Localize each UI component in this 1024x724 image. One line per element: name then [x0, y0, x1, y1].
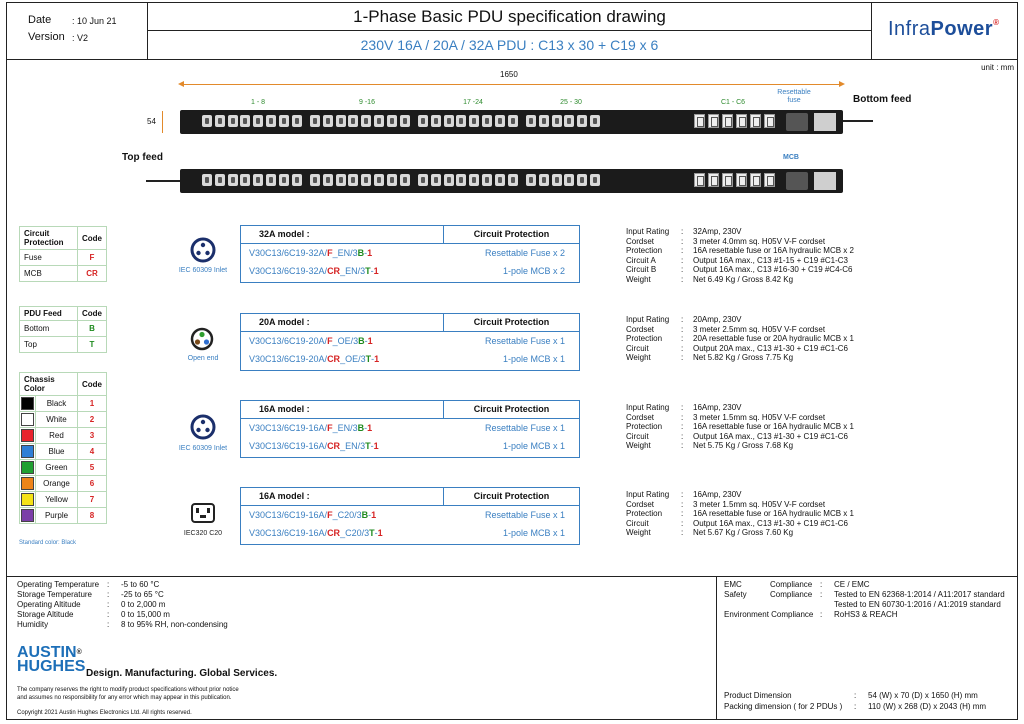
model-spec: Input Rating : 20Amp, 230V Cordset : 3 meter 2.5mm sq. H05V V-F cordset Protection : 20A resettable fuse or 20A hydraulic MCB x 1 Circuit : Output 20A max., C13 #1-30 + C19 #C1-C6 Weight : Net 5.82 Kg / Gross 7.75 Kg — [626, 315, 854, 362]
model-row — [241, 262, 579, 280]
model-header: 16A model : — [241, 488, 444, 505]
pdu-top-feed-view — [180, 169, 843, 193]
protection-header: Circuit Protection — [473, 404, 550, 414]
comp-key2: Compliance — [770, 590, 813, 599]
spec-value: 3 meter 2.5mm sq. H05V V-F cordset — [693, 324, 826, 334]
model-row — [241, 350, 579, 368]
color-swatch-cell — [20, 476, 36, 492]
cp-row-label: MCB — [20, 266, 78, 282]
color-row-label: Orange — [36, 476, 78, 492]
dimensions: Product Dimension : 54 (W) x 70 (D) x 1650 (H) mm Packing dimension ( for 2 PDUs ) : 110 (W) x 268 (D) x 2043 (H) mm — [724, 691, 987, 711]
c13-outlet — [310, 174, 320, 186]
spec-key: Cordset — [626, 236, 655, 246]
spec-value: 16Amp, 230V — [693, 490, 742, 499]
c13-outlet — [336, 115, 346, 127]
spec-value: Net 5.82 Kg / Gross 7.75 Kg — [693, 353, 794, 362]
brand-a: Infra — [888, 18, 931, 40]
resettable-fuse-label: Resettable fuse — [777, 89, 811, 104]
c13-outlet — [374, 174, 384, 186]
c13-outlet — [508, 174, 518, 186]
model-header: 20A model : — [241, 314, 444, 331]
c13-outlet — [431, 115, 441, 127]
color-swatch-cell — [20, 412, 36, 428]
c19-outlet — [708, 173, 719, 187]
disclaimer-line: The company reserves the right to modify product specifications without prior notice — [17, 687, 239, 693]
color-row-label: Red — [36, 428, 78, 444]
protection-value: 1-pole MCB x 1 — [502, 354, 565, 364]
c13-outlet — [202, 115, 212, 127]
group-label-3: 17 -24 — [463, 99, 483, 106]
c13-outlet — [552, 115, 562, 127]
color-swatch-cell — [20, 492, 36, 508]
model-spec: Input Rating : 32Amp, 230V Cordset : 3 meter 4.0mm sq. H05V V-F cordset Protection : 16A resettable fuse or 16A hydraulic MCB x 2 Circuit A : Output 16A max., C13 #1-15 + C19 #C1-C3 Circuit B : Output 16A max., C13 #16-30 + C19 #C4-C6 Weight : Net 6.49 Kg / Gross 8.42 Kg — [626, 227, 854, 284]
model-row — [241, 506, 579, 524]
comp-value: Tested to EN 60730-1:2016 / A1:2019 standard — [834, 600, 1001, 609]
color-row-code: 3 — [78, 428, 107, 444]
c13-outlet — [292, 115, 302, 127]
group-label-4: 25 - 30 — [560, 99, 582, 106]
color-swatch — [21, 429, 34, 442]
c13-outlet — [400, 174, 410, 186]
comp-key: Environment Compliance — [724, 610, 814, 619]
c19-outlet — [708, 114, 719, 128]
standard-color-note: Standard color: Black — [19, 540, 77, 546]
c13-outlet — [495, 174, 505, 186]
brand-reg: ® — [993, 18, 1000, 27]
spec-key: Weight — [626, 441, 651, 450]
c13-outlet — [495, 115, 505, 127]
color-swatch — [21, 445, 34, 458]
c13-outlet — [418, 115, 428, 127]
color-swatch — [21, 477, 34, 490]
c13-outlet — [590, 115, 600, 127]
packing-dim-label: Packing dimension ( for 2 PDUs ) — [724, 702, 843, 711]
part-number: V30C13/6C19-16A/CR_EN/3T-1 — [249, 441, 379, 451]
color-swatch — [21, 493, 34, 506]
c13-outlet — [292, 174, 302, 186]
color-row-label: Blue — [36, 444, 78, 460]
model-spec: Input Rating : 16Amp, 230V Cordset : 3 meter 1.5mm sq. H05V V-F cordset Protection : 16A resettable fuse or 16A hydraulic MCB x 1 Circuit : Output 16A max., C13 #1-30 + C19 #C1-C6 Weight : Net 5.75 Kg / Gross 7.68 Kg — [626, 403, 854, 450]
cp-row-code: CR — [78, 266, 107, 282]
protection-value: Resettable Fuse x 1 — [484, 336, 565, 346]
feed-header: PDU Feed — [20, 307, 78, 321]
color-row-code: 1 — [78, 396, 107, 412]
protection-value: Resettable Fuse x 1 — [484, 423, 565, 433]
part-number: V30C13/6C19-32A/CR_EN/3T-1 — [249, 266, 379, 276]
c13-outlet — [469, 115, 479, 127]
protection-header: Circuit Protection — [473, 317, 550, 327]
comp-value: RoHS3 & REACH — [834, 610, 898, 619]
rating-label — [814, 172, 836, 190]
model-row — [241, 419, 579, 437]
c13-outlet — [323, 115, 333, 127]
inlet-label: IEC320 C20 — [183, 530, 223, 537]
page-subtitle: 230V 16A / 20A / 32A PDU : C13 x 30 + C19 x 6 — [360, 37, 659, 53]
c13-outlet — [456, 174, 466, 186]
model-box — [240, 225, 580, 283]
model-box — [240, 487, 580, 545]
feed-row-code: B — [78, 321, 107, 337]
footer-vertical-divider — [716, 576, 717, 720]
feed-row-code: T — [78, 337, 107, 353]
inlet-label: IEC 60309 Inlet — [178, 445, 228, 452]
c13-outlet — [361, 115, 371, 127]
color-row-label: White — [36, 412, 78, 428]
cp-code-header: Code — [78, 227, 107, 250]
spec-value: 32Amp, 230V — [693, 227, 742, 236]
packing-dim-value: 110 (W) x 268 (D) x 2043 (H) mm — [868, 702, 987, 711]
spec-key: Weight — [626, 353, 651, 362]
version-value: : V2 — [72, 33, 89, 43]
c13-outlet — [253, 115, 263, 127]
spec-value: 16Amp, 230V — [693, 403, 742, 412]
c13-outlet — [374, 115, 384, 127]
inlet-label: Open end — [187, 355, 219, 362]
bottom-feed-label: Bottom feed — [853, 94, 912, 105]
height-label: 54 — [147, 117, 156, 126]
c13-outlet — [266, 115, 276, 127]
env-value: 0 to 15,000 m — [121, 610, 170, 619]
color-row-code: 6 — [78, 476, 107, 492]
c13-outlet — [266, 174, 276, 186]
header-divider — [6, 59, 1018, 60]
spec-key: Cordset — [626, 499, 655, 509]
group-label-1: 1 - 8 — [250, 99, 265, 106]
spec-key: Cordset — [626, 412, 655, 422]
comp-key: Safety — [724, 590, 747, 599]
spec-key: Circuit — [626, 343, 649, 353]
c13-outlet — [323, 174, 333, 186]
model-box — [240, 313, 580, 371]
color-row-code: 8 — [78, 508, 107, 524]
c13-outlet — [310, 115, 320, 127]
c19-outlet — [694, 114, 705, 128]
comp-key2 — [770, 600, 820, 610]
env-value: -5 to 60 °C — [121, 580, 160, 589]
c19-outlet — [764, 173, 775, 187]
protection-header: Circuit Protection — [473, 229, 550, 239]
spec-key: Input Rating — [626, 227, 670, 236]
c13-outlet — [215, 115, 225, 127]
comp-key — [724, 600, 770, 610]
c13-outlet — [564, 115, 574, 127]
color-row-code: 4 — [78, 444, 107, 460]
model-header: 16A model : — [241, 401, 444, 418]
cp-header: Circuit Protection — [20, 227, 78, 250]
part-number: V30C13/6C19-16A/F_EN/3B-1 — [249, 423, 373, 433]
c13-outlet — [577, 115, 587, 127]
protection-value: 1-pole MCB x 1 — [502, 441, 565, 451]
spec-key: Circuit B — [626, 265, 657, 274]
c13-outlet — [552, 174, 562, 186]
c13-outlet — [482, 174, 492, 186]
spec-value: Output 20A max., C13 #1-30 + C19 #C1-C6 — [693, 343, 848, 353]
color-swatch-cell — [20, 396, 36, 412]
spec-value: 16A resettable fuse or 16A hydraulic MCB x 1 — [693, 422, 854, 431]
c13-outlet — [240, 115, 250, 127]
spec-value: 3 meter 1.5mm sq. H05V V-F cordset — [693, 499, 826, 509]
version-label: Version — [28, 31, 65, 43]
protection-value: 1-pole MCB x 2 — [502, 266, 565, 276]
color-swatch — [21, 509, 34, 522]
product-dim-label: Product Dimension — [724, 691, 792, 700]
spec-value: 3 meter 1.5mm sq. H05V V-F cordset — [693, 412, 826, 422]
length-label: 1650 — [500, 70, 518, 79]
group-label-2: 9 -16 — [359, 99, 375, 106]
c13-outlet — [348, 174, 358, 186]
model-spec: Input Rating : 16Amp, 230V Cordset : 3 meter 1.5mm sq. H05V V-F cordset Protection : 16A resettable fuse or 16A hydraulic MCB x 1 Circuit : Output 16A max., C13 #1-30 + C19 #C1-C6 Weight : Net 5.67 Kg / Gross 7.60 Kg — [626, 490, 854, 537]
part-number: V30C13/6C19-20A/CR_OE/3T-1 — [249, 354, 380, 364]
iec60309-inlet-icon — [190, 237, 216, 263]
comp-key2: Compliance — [770, 580, 813, 589]
iec60309-inlet-icon — [190, 414, 216, 440]
c13-outlet — [456, 115, 466, 127]
iec320-c20-icon — [191, 503, 215, 523]
footer-divider — [6, 576, 1018, 577]
spec-key: Circuit — [626, 431, 649, 441]
unit-label: unit : mm — [981, 63, 1014, 72]
spec-value: 16A resettable fuse or 16A hydraulic MCB x 1 — [693, 509, 854, 518]
c19-outlet — [722, 114, 733, 128]
c13-outlet — [279, 174, 289, 186]
c13-outlet — [215, 174, 225, 186]
env-key: Operating Altitude — [17, 600, 81, 609]
color-row-code: 2 — [78, 412, 107, 428]
spec-value: 20Amp, 230V — [693, 315, 742, 324]
page-title: 1-Phase Basic PDU specification drawing — [148, 2, 871, 31]
env-value: -25 to 65 °C — [121, 590, 164, 599]
comp-value: Tested to EN 62368-1:2014 / A11:2017 standard — [834, 590, 1005, 599]
logo-austin: AUSTIN — [17, 644, 77, 661]
c13-outlet — [444, 115, 454, 127]
color-swatch-cell — [20, 508, 36, 524]
c13-outlet — [526, 115, 536, 127]
color-swatch — [21, 413, 34, 426]
color-code-header: Code — [78, 373, 107, 396]
model-row — [241, 244, 579, 262]
spec-value: Net 6.49 Kg / Gross 8.42 Kg — [693, 274, 794, 284]
color-row-label: Black — [36, 396, 78, 412]
spec-key: Input Rating — [626, 490, 670, 499]
model-row — [241, 332, 579, 350]
mcb-panel — [786, 172, 808, 190]
c13-outlet — [508, 115, 518, 127]
feed-row-label: Bottom — [20, 321, 78, 337]
spec-value: Net 5.75 Kg / Gross 7.68 Kg — [693, 441, 794, 450]
env-key: Operating Temperature — [17, 580, 100, 589]
env-value: 0 to 2,000 m — [121, 600, 166, 609]
part-number: V30C13/6C19-20A/F_OE/3B-1 — [249, 336, 373, 346]
c19-outlet — [736, 114, 747, 128]
header-meta — [6, 2, 148, 59]
color-row-code: 7 — [78, 492, 107, 508]
spec-key: Circuit A — [626, 255, 656, 265]
spec-value: Output 16A max., C13 #16-30 + C19 #C4-C6 — [693, 265, 853, 274]
color-swatch — [21, 461, 34, 474]
color-swatch — [21, 397, 34, 410]
c13-outlet — [444, 174, 454, 186]
c13-outlet — [253, 174, 263, 186]
product-dim-value: 54 (W) x 70 (D) x 1650 (H) mm — [868, 691, 978, 700]
spec-value: 3 meter 4.0mm sq. H05V V-F cordset — [693, 236, 826, 246]
c13-outlet — [361, 174, 371, 186]
chassis-color-table — [19, 372, 107, 524]
c13-outlet — [577, 174, 587, 186]
color-header: Chassis Color — [20, 373, 78, 396]
env-key: Storage Altitude — [17, 610, 74, 619]
model-row — [241, 437, 579, 455]
header-title-block — [148, 2, 872, 59]
spec-value: Output 16A max., C13 #1-30 + C19 #C1-C6 — [693, 518, 848, 528]
spec-key: Protection — [626, 334, 663, 343]
color-swatch-cell — [20, 460, 36, 476]
spec-value: 16A resettable fuse or 16A hydraulic MCB x 2 — [693, 246, 854, 255]
tagline: Design. Manufacturing. Global Services. — [86, 668, 278, 679]
c13-outlet — [240, 174, 250, 186]
cp-row-label: Fuse — [20, 250, 78, 266]
env-key: Humidity — [17, 620, 49, 629]
c13-outlet — [387, 174, 397, 186]
top-feed-label: Top feed — [122, 152, 163, 163]
c13-outlet — [539, 174, 549, 186]
c13-outlet — [590, 174, 600, 186]
spec-value: Output 16A max., C13 #1-30 + C19 #C1-C6 — [693, 431, 848, 441]
protection-header: Circuit Protection — [473, 491, 550, 501]
part-number: V30C13/6C19-16A/CR_C20/3T-1 — [249, 528, 383, 538]
env-key: Storage Temperature — [17, 590, 93, 599]
spec-key: Weight — [626, 274, 651, 284]
c13-outlet — [228, 174, 238, 186]
color-row-label: Yellow — [36, 492, 78, 508]
logo-hughes: HUGHES — [17, 658, 86, 675]
spec-key: Input Rating — [626, 403, 670, 412]
c13-outlet — [539, 115, 549, 127]
color-swatch-cell — [20, 428, 36, 444]
length-dimension-arrow — [180, 84, 843, 85]
spec-value: Net 5.67 Kg / Gross 7.60 Kg — [693, 528, 794, 537]
pdu-bottom-feed-view — [180, 110, 843, 134]
comp-value: CE / EMC — [834, 580, 870, 589]
austin-hughes-logo — [17, 646, 85, 674]
c13-outlet — [387, 115, 397, 127]
c13-outlet — [431, 174, 441, 186]
env-value: 8 to 95% RH, non-condensing — [121, 620, 228, 629]
part-number: V30C13/6C19-16A/F_C20/3B-1 — [249, 510, 377, 520]
model-row — [241, 524, 579, 542]
spec-value: Output 16A max., C13 #1-15 + C19 #C1-C3 — [693, 255, 848, 265]
bottom-feed-cord — [843, 120, 873, 122]
c13-outlet — [418, 174, 428, 186]
disclaimer-line: and assumes no responsibility for any error which may appear in this publication. — [17, 695, 232, 701]
open-end-icon — [190, 327, 214, 351]
part-number: V30C13/6C19-32A/F_EN/3B-1 — [249, 248, 373, 258]
copyright: Copyright 2021 Austin Hughes Electronics Ltd. All rights reserved. — [17, 710, 192, 716]
c13-outlet — [400, 115, 410, 127]
feed-row-label: Top — [20, 337, 78, 353]
compliance-specs: EMC Compliance : CE / EMC Safety Compliance : Tested to EN 62368-1:2014 / A11:2017 standard Tested to EN 60730-1:2016 / A1:2019 standard Environment Compliance : RoHS3 & REACH — [724, 580, 1005, 619]
c13-outlet — [526, 174, 536, 186]
environment-specs: Operating Temperature : -5 to 60 °C Storage Temperature : -25 to 65 °C Operating Altitude : 0 to 2,000 m Storage Altitude : 0 to 15,000 m Humidity : 8 to 95% RH, non-condensing — [17, 580, 228, 629]
spec-key: Input Rating — [626, 315, 670, 324]
color-row-label: Green — [36, 460, 78, 476]
c19-outlet — [750, 173, 761, 187]
logo-reg: ® — [76, 649, 82, 656]
pdu-feed-table — [19, 306, 107, 353]
c13-outlet — [279, 115, 289, 127]
inlet-label: IEC 60309 Inlet — [178, 267, 228, 274]
c19-outlet — [722, 173, 733, 187]
brand-b: Power — [930, 18, 994, 40]
spec-key: Weight — [626, 528, 651, 537]
protection-value: Resettable Fuse x 1 — [484, 510, 565, 520]
fuse-panel — [786, 113, 808, 131]
cp-row-code: F — [78, 250, 107, 266]
spec-key: Cordset — [626, 324, 655, 334]
c19-outlet — [736, 173, 747, 187]
comp-key: EMC — [724, 580, 742, 589]
model-box — [240, 400, 580, 458]
c13-outlet — [228, 115, 238, 127]
protection-value: 1-pole MCB x 1 — [502, 528, 565, 538]
infrapower-logo — [888, 18, 999, 41]
c13-outlet — [202, 174, 212, 186]
c19-outlet — [694, 173, 705, 187]
color-swatch-cell — [20, 444, 36, 460]
disclaimer — [17, 686, 239, 702]
rating-label — [814, 113, 836, 131]
feed-code-header: Code — [78, 307, 107, 321]
c13-outlet — [348, 115, 358, 127]
group-label-c19: C1 - C6 — [720, 99, 746, 106]
protection-value: Resettable Fuse x 2 — [484, 248, 565, 258]
spec-key: Circuit — [626, 518, 649, 528]
c19-outlet — [750, 114, 761, 128]
c13-outlet — [469, 174, 479, 186]
top-feed-cord — [146, 180, 180, 182]
c13-outlet — [564, 174, 574, 186]
c13-outlet — [336, 174, 346, 186]
model-header: 32A model : — [241, 226, 444, 243]
spec-key: Protection — [626, 246, 663, 255]
spec-key: Protection — [626, 509, 663, 518]
height-dimension-arrow — [162, 111, 163, 133]
c13-outlet — [482, 115, 492, 127]
color-row-label: Purple — [36, 508, 78, 524]
date-value: : 10 Jun 21 — [72, 16, 117, 26]
spec-key: Protection — [626, 422, 663, 431]
date-label: Date — [28, 14, 52, 26]
c19-outlet — [764, 114, 775, 128]
mcb-label: MCB — [783, 154, 799, 161]
color-row-code: 5 — [78, 460, 107, 476]
spec-value: 20A resettable fuse or 20A hydraulic MCB x 1 — [693, 334, 854, 343]
circuit-protection-table — [19, 226, 107, 282]
